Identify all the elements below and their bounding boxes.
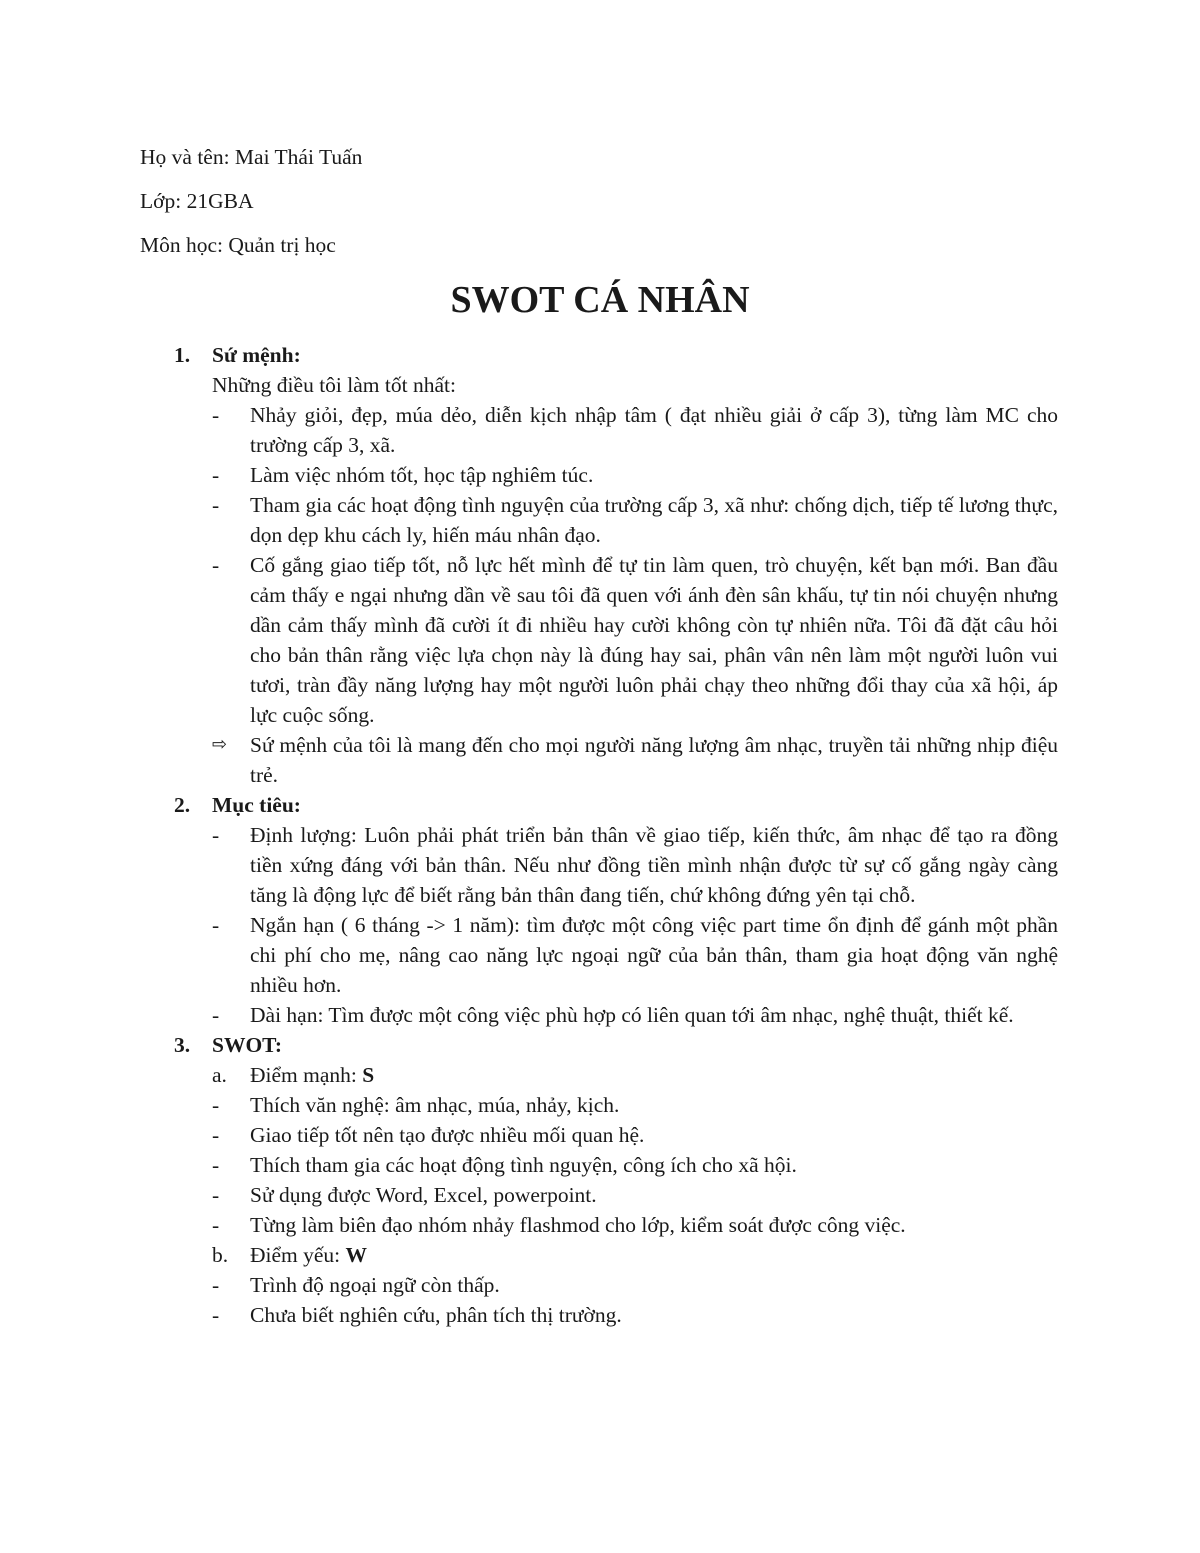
dash-marker: - [212,1183,220,1207]
dash-marker: - [212,913,220,937]
dash-marker: - [212,1003,220,1027]
section-goals-heading [174,790,1074,820]
list-item [174,490,1074,550]
list-item [174,1120,1074,1150]
document-body [174,340,1074,1330]
sub-marker: a. [212,1063,227,1087]
section-title: Mục tiêu: [212,793,301,817]
strengths-heading [174,1060,1074,1090]
list-item-text: Ngắn hạn ( 6 tháng -> 1 năm): tìm được một công việc part time ổn định để gánh một phần chi phí cho mẹ, nâng cao năng lực ngoại ngữ của bản thân, tham gia hoạt động văn nghệ nhiều hơn. [250,913,1058,997]
list-item [174,460,1074,490]
list-item [174,1000,1074,1030]
subject: Môn học: Quản trị học [140,233,336,257]
student-name: Họ và tên: Mai Thái Tuấn [140,145,363,169]
list-item-text: Chưa biết nghiên cứu, phân tích thị trường. [250,1303,622,1327]
list-item-text: Giao tiếp tốt nên tạo được nhiều mối quan hệ. [250,1123,645,1147]
dash-marker: - [212,1303,220,1327]
list-item-text: Nhảy giỏi, đẹp, múa dẻo, diễn kịch nhập tâm ( đạt nhiều giải ở cấp 3), từng làm MC cho trường cấp 3, xã. [250,403,1058,457]
list-item [174,1180,1074,1210]
section-number: 3. [174,1033,191,1057]
dash-marker: - [212,1153,220,1177]
page-title: SWOT CÁ NHÂN [450,279,750,321]
list-item-text: Thích tham gia các hoạt động tình nguyện, công ích cho xã hội. [250,1153,797,1177]
weaknesses-letter: W [345,1243,368,1267]
dash-marker: - [212,823,220,847]
sub-marker: b. [212,1243,229,1267]
mission-conclusion [174,730,1074,790]
section-swot-heading [174,1030,1074,1060]
dash-marker: - [212,403,220,427]
section-title: Sứ mệnh: [212,343,301,367]
list-item-text: Thích văn nghệ: âm nhạc, múa, nhảy, kịch. [250,1093,620,1117]
dash-marker: - [212,463,220,487]
dash-marker: - [212,1093,220,1117]
conclusion-text: Sứ mệnh của tôi là mang đến cho mọi người năng lượng âm nhạc, truyền tải những nhịp điệu trẻ. [250,733,1058,787]
list-item [174,1210,1074,1240]
list-item-text: Làm việc nhóm tốt, học tập nghiêm túc. [250,463,594,487]
dash-marker: - [212,553,220,577]
list-item [174,1300,1074,1330]
list-item-text: Sử dụng được Word, Excel, powerpoint. [250,1183,597,1207]
weaknesses-label [250,1240,367,1270]
list-item [174,1090,1074,1120]
list-item-text: Cố gắng giao tiếp tốt, nỗ lực hết mình để tự tin làm quen, trò chuyện, kết bạn mới. Ban đầu cảm thấy e ngại nhưng dần về sau tôi đã quen với ánh đèn sân khấu, tự tin nói chuyện nhưng dần cảm thấy mình đã cười ít đi nhiều hay cười không còn tự nhiên nữa. Tôi đã đặt câu hỏi cho bản thân rằng việc lựa chọn này là đúng hay sai, phân vân nên làm một người luôn vui tươi, tràn đầy năng lượng hay một người luôn phải chạy theo những đổi thay của xã hội, áp lực cuộc sống. [250,553,1058,727]
weaknesses-label-text: Điểm yếu: [250,1243,346,1267]
list-item-text: Dài hạn: Tìm được một công việc phù hợp có liên quan tới âm nhạc, nghệ thuật, thiết kế. [250,1003,1014,1027]
list-item [174,400,1074,460]
student-class: Lớp: 21GBA [140,189,254,213]
dash-marker: - [212,1213,220,1237]
section-mission-heading [174,340,1074,370]
section-number: 2. [174,793,191,817]
list-item-text: Tham gia các hoạt động tình nguyện của trường cấp 3, xã như: chống dịch, tiếp tế lương thực, dọn dẹp khu cách ly, hiến máu nhân đạo. [250,493,1058,547]
dash-marker: - [212,1273,220,1297]
section-number: 1. [174,343,191,367]
dash-marker: - [212,1123,220,1147]
weaknesses-heading [174,1240,1074,1270]
list-item [174,550,1074,730]
list-item [174,910,1074,1000]
strengths-label-text: Điểm mạnh: [250,1063,363,1087]
arrow-icon: ⇨ [212,734,228,755]
strengths-label [250,1060,374,1090]
strengths-letter: S [362,1063,375,1087]
list-item-text: Trình độ ngoại ngữ còn thấp. [250,1273,500,1297]
section-title: SWOT: [212,1033,283,1057]
list-item [174,820,1074,910]
list-item-text: Từng làm biên đạo nhóm nhảy flashmod cho lớp, kiểm soát được công việc. [250,1213,906,1237]
dash-marker: - [212,493,220,517]
list-item [174,1270,1074,1300]
mission-intro: Những điều tôi làm tốt nhất: [212,373,456,397]
list-item [174,1150,1074,1180]
list-item-text: Định lượng: Luôn phải phát triển bản thân về giao tiếp, kiến thức, âm nhạc để tạo ra đồng tiền xứng đáng với bản thân. Nếu như đồng tiền mình nhận được từ sự cố gắng ngày càng tăng là động lực để biết rằng bản thân đang tiến, chứ không đứng yên tại chỗ. [250,823,1058,907]
